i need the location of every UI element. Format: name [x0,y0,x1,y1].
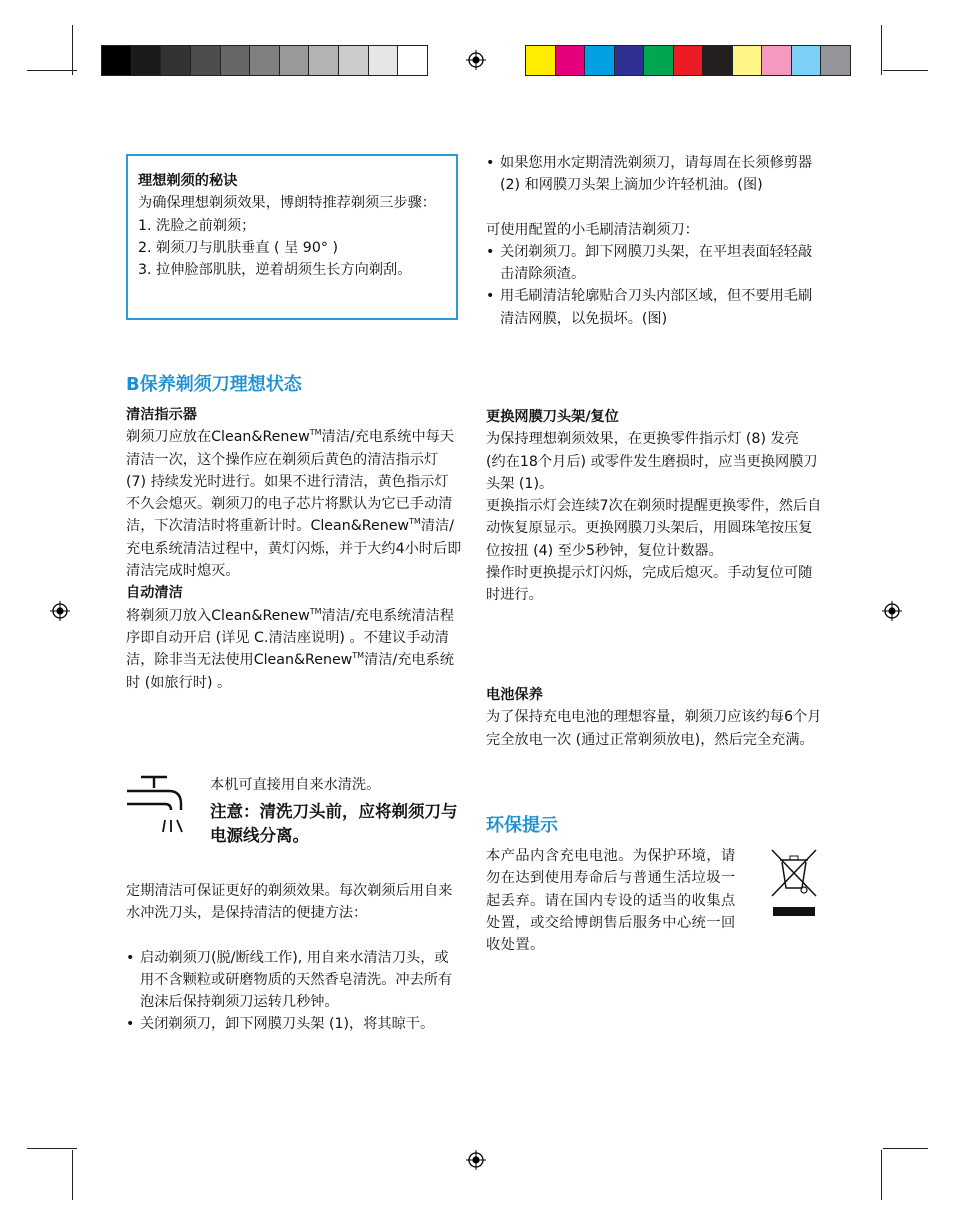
color-swatch [556,46,586,75]
auto-clean-title: 自动清洁 [126,585,183,602]
auto-clean-text: 将剃须刀放入Clean&Renew™清洁/充电系统清洁程序即自动开启 (详见 C.清洁座说明) 。不建议手动清洁，除非当无法使用Clean&Renew™清洁/充电系统时 (如旅行时) 。 [126,606,454,691]
crop-mark [72,25,73,75]
crop-mark [27,70,77,71]
crop-mark [881,1150,882,1200]
color-swatch [280,46,310,75]
crossed-out-bin-icon [770,848,820,918]
crop-mark [72,1150,73,1200]
color-swatch [526,46,556,75]
eco-text: 本产品内含充电电池。为保护环境，请勿在达到使用寿命后与普通生活垃圾一起丢弃。请在国内专设的适当的收集点处置，或交给博朗售后服务中心统一回收处置。 [486,848,736,954]
clean-indicator-title: 清洁指示器 [126,407,197,423]
crop-mark [883,70,928,71]
color-swatch [339,46,369,75]
color-swatch [792,46,822,75]
registration-mark-icon [882,601,902,621]
color-swatch [674,46,704,75]
replace-title: 更换网膜刀头架/复位 [486,409,619,425]
section-b-heading: B保养剃须刀理想状态 [126,374,302,395]
color-swatch [733,46,763,75]
clean-indicator-section [126,404,462,694]
battery-section [486,684,822,751]
color-swatch [369,46,399,75]
battery-title: 电池保养 [486,687,543,703]
crop-mark [27,1148,77,1149]
color-swatch [221,46,251,75]
registration-mark-icon [466,1150,486,1170]
color-swatch [309,46,339,75]
brush-intro: 可使用配置的小毛刷清洁剃须刀： [486,221,699,238]
color-swatch [585,46,615,75]
color-swatch [644,46,674,75]
list-item: • 用毛刷清洁轮廓贴合刀头内部区域，但不要用毛刷清洁网膜，以免损坏。(图) [486,285,822,330]
color-swatch [703,46,733,75]
color-swatch [161,46,191,75]
tips-step: 3. 拉伸脸部肌肤，逆着胡须生长方向剃刮。 [138,262,412,279]
tap-water-note: 本机可直接用自来水清洗。 [210,777,381,793]
color-swatch [615,46,645,75]
list-item: • 如果您用水定期清洗剃须刀，请每周在长须修剪器 (2) 和网膜刀头架上滴加少许轻机油。(图) [486,152,822,197]
tips-step: 1. 洗脸之前剃须； [138,217,256,234]
crop-mark [883,1148,928,1149]
color-swatch [132,46,162,75]
clean-indicator-text: 剃须刀应放在Clean&Renew™清洁/充电系统中每天清洁一次，这个操作应在剃须后黄色的清洁指示灯 (7) 持续发光时进行。如果不进行清洁，黄色指示灯不久会熄灭。剃须刀的电子芯片将默认为它已手动清洁，下次清洁时将重新计时。Clean&Renew™清洁/充电系统清洁过程中，黄灯闪烁，并于大约4小时后即清洁完成时熄灭。 [126,428,462,580]
tips-intro: 为确保理想剃须效果，博朗特推荐剃须三步骤： [138,195,436,212]
tips-step: 2. 剃须刀与肌肤垂直 ( 呈 90° ) [138,239,338,256]
list-item: • 关闭剃须刀，卸下网膜刀头架 (1)，将其晾干。 [126,1013,462,1035]
crop-mark [881,25,882,75]
color-calibration-strip [525,45,851,76]
battery-text: 为了保持充电电池的理想容量，剃须刀应该约每6个月完全放电一次 (通过正常剃须放电)，然后完全充满。 [486,709,822,748]
color-swatch [250,46,280,75]
grayscale-calibration-strip [101,45,428,76]
regular-clean-section [126,880,462,1036]
eco-heading: 环保提示 [486,815,558,836]
color-swatch [102,46,132,75]
replace-section [486,406,822,607]
replace-text: 更换指示灯会连续7次在剃须时提醒更换零件，然后自动恢复原显示。更换网膜刀头架后，用圆珠笔按压复位按扭 (4) 至少5秒钟，复位计数器。 [486,498,822,559]
registration-mark-icon [466,50,486,70]
unplug-warning: 注意：清洗刀头前，应将剃须刀与电源线分离。 [210,802,458,845]
color-swatch [398,46,427,75]
regular-clean-intro: 定期清洁可保证更好的剃须效果。每次剃须后用自来水冲洗刀头，是保持清洁的便捷方法： [126,883,453,922]
color-swatch [191,46,221,75]
tips-title: 理想剃须的秘诀 [138,173,238,189]
list-item: • 关闭剃须刀。卸下网膜刀头架，在平坦表面轻轻敲击清除须渣。 [486,241,822,286]
right-top-section [486,152,822,330]
registration-mark-icon [50,601,70,621]
color-swatch [762,46,792,75]
shaving-tips-box [126,154,458,320]
list-item: • 启动剃须刀(脱/断线工作), 用自来水清洁刀头，或用不含颗粒或研磨物质的天然香皂清洗。冲去所有泡沫后保持剃须刀运转几秒钟。 [126,947,462,1014]
replace-text: 操作时更换提示灯闪烁，完成后熄灭。手动复位可随时进行。 [486,565,813,604]
color-swatch [821,46,850,75]
replace-text: 为保持理想剃须效果，在更换零件指示灯 (8) 发亮 (约在18个月后) 或零件发生磨损时，应当更换网膜刀头架 (1)。 [486,431,818,492]
faucet-icon [125,774,189,834]
